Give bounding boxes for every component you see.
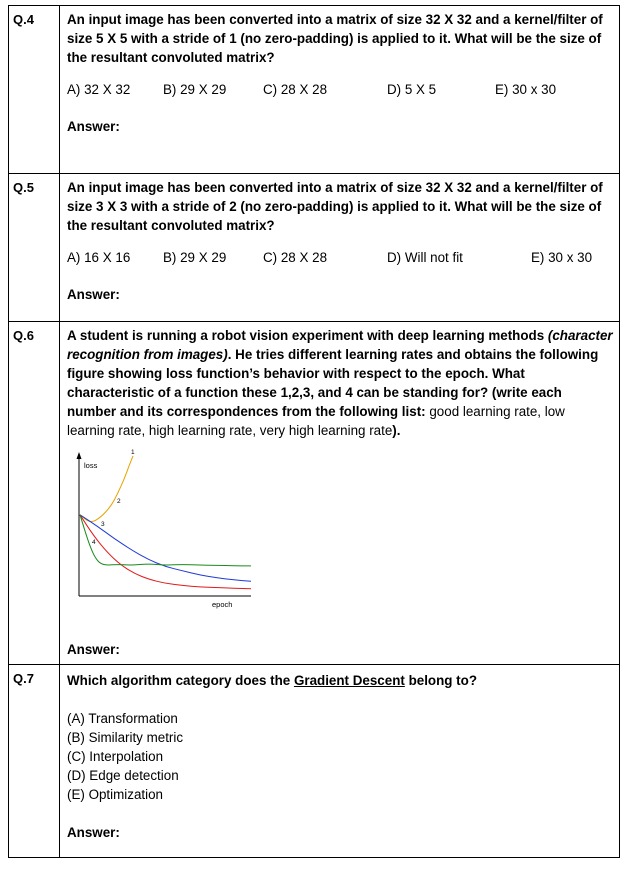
question-row-7	[9, 665, 620, 858]
choice-d: (D) Edge detection	[67, 768, 179, 783]
question-row-5	[9, 174, 620, 322]
question-number: Q.6	[9, 322, 60, 665]
loss-curve-3	[80, 515, 251, 589]
option-c: C) 28 X 28	[263, 250, 328, 265]
question-row-6	[9, 322, 620, 665]
answer-label: Answer:	[67, 287, 120, 302]
answer-label: Answer:	[67, 825, 120, 840]
question-text-after: belong to?	[408, 673, 478, 688]
choice-b: (B) Similarity metric	[67, 730, 184, 745]
series-layer	[80, 456, 251, 589]
answer-label: Answer:	[67, 642, 120, 657]
question-body	[60, 322, 620, 665]
question-text	[67, 671, 613, 690]
options-row	[67, 80, 613, 99]
learning-rate-list: good learning rate, low learning rate, high learning rate, very high learning rate	[67, 404, 565, 438]
options-row	[67, 248, 613, 267]
loss-epoch-chart	[67, 446, 257, 612]
loss-curve-4	[80, 515, 251, 566]
option-e: E) 30 x 30	[531, 250, 593, 265]
answer-label: Answer:	[67, 119, 120, 134]
question-row-4	[9, 6, 620, 174]
x-axis-label: epoch	[212, 600, 233, 609]
questions-table	[8, 5, 620, 858]
question-body	[60, 174, 620, 322]
choice-list	[67, 709, 613, 804]
question-text-italic: (character recognition from images)	[67, 328, 613, 362]
question-text-part1: A student is running a robot vision experiment with deep learning methods	[67, 328, 545, 343]
y-axis-label: loss	[84, 461, 98, 470]
choice-e: (E) Optimization	[67, 787, 163, 802]
option-c: C) 28 X 28	[263, 82, 328, 97]
option-a: A) 32 X 32	[67, 82, 131, 97]
question-text-part2: . He tries different learning rates and obtains the following figure showing loss function’s behavior with respect to the epoch. What characteristic of a function these 1,2,3, and 4 can be standing for? (write each number and its correspondences from the following list:	[67, 347, 599, 419]
question-text: An input image has been converted into a matrix of size 32 X 32 and a kernel/filter of size 5 X 5 with a stride of 1 (no zero-padding) is applied to it. What will be the size of the resultant convoluted matrix?	[67, 12, 603, 65]
option-d: D) 5 X 5	[387, 82, 437, 97]
loss-curve-2	[80, 515, 251, 582]
question-body	[60, 6, 620, 174]
question-number: Q.4	[9, 6, 60, 174]
question-number: Q.5	[9, 174, 60, 322]
choice-c: (C) Interpolation	[67, 749, 164, 764]
question-text-underlined: Gradient Descent	[293, 673, 405, 688]
series-label-4: 4	[92, 539, 96, 546]
option-d: D) Will not fit	[387, 250, 463, 265]
question-number: Q.7	[9, 665, 60, 858]
question-text-before: Which algorithm category does the	[67, 673, 291, 688]
question-text: An input image has been converted into a matrix of size 32 X 32 and a kernel/filter of size 3 X 3 with a stride of 2 (no zero-padding) is applied to it. What will be the size of the resultant convoluted matrix?	[67, 180, 603, 233]
option-b: B) 29 X 29	[163, 82, 227, 97]
question-body	[60, 665, 620, 858]
option-b: B) 29 X 29	[163, 250, 227, 265]
question-text	[67, 326, 613, 440]
option-e: E) 30 x 30	[495, 82, 557, 97]
series-label-2: 2	[117, 498, 121, 505]
y-axis-arrow	[77, 452, 82, 459]
choice-a: (A) Transformation	[67, 711, 178, 726]
series-label-3: 3	[101, 521, 105, 528]
option-a: A) 16 X 16	[67, 250, 131, 265]
series-label-1: 1	[131, 449, 135, 456]
question-text-end: ).	[392, 423, 401, 438]
